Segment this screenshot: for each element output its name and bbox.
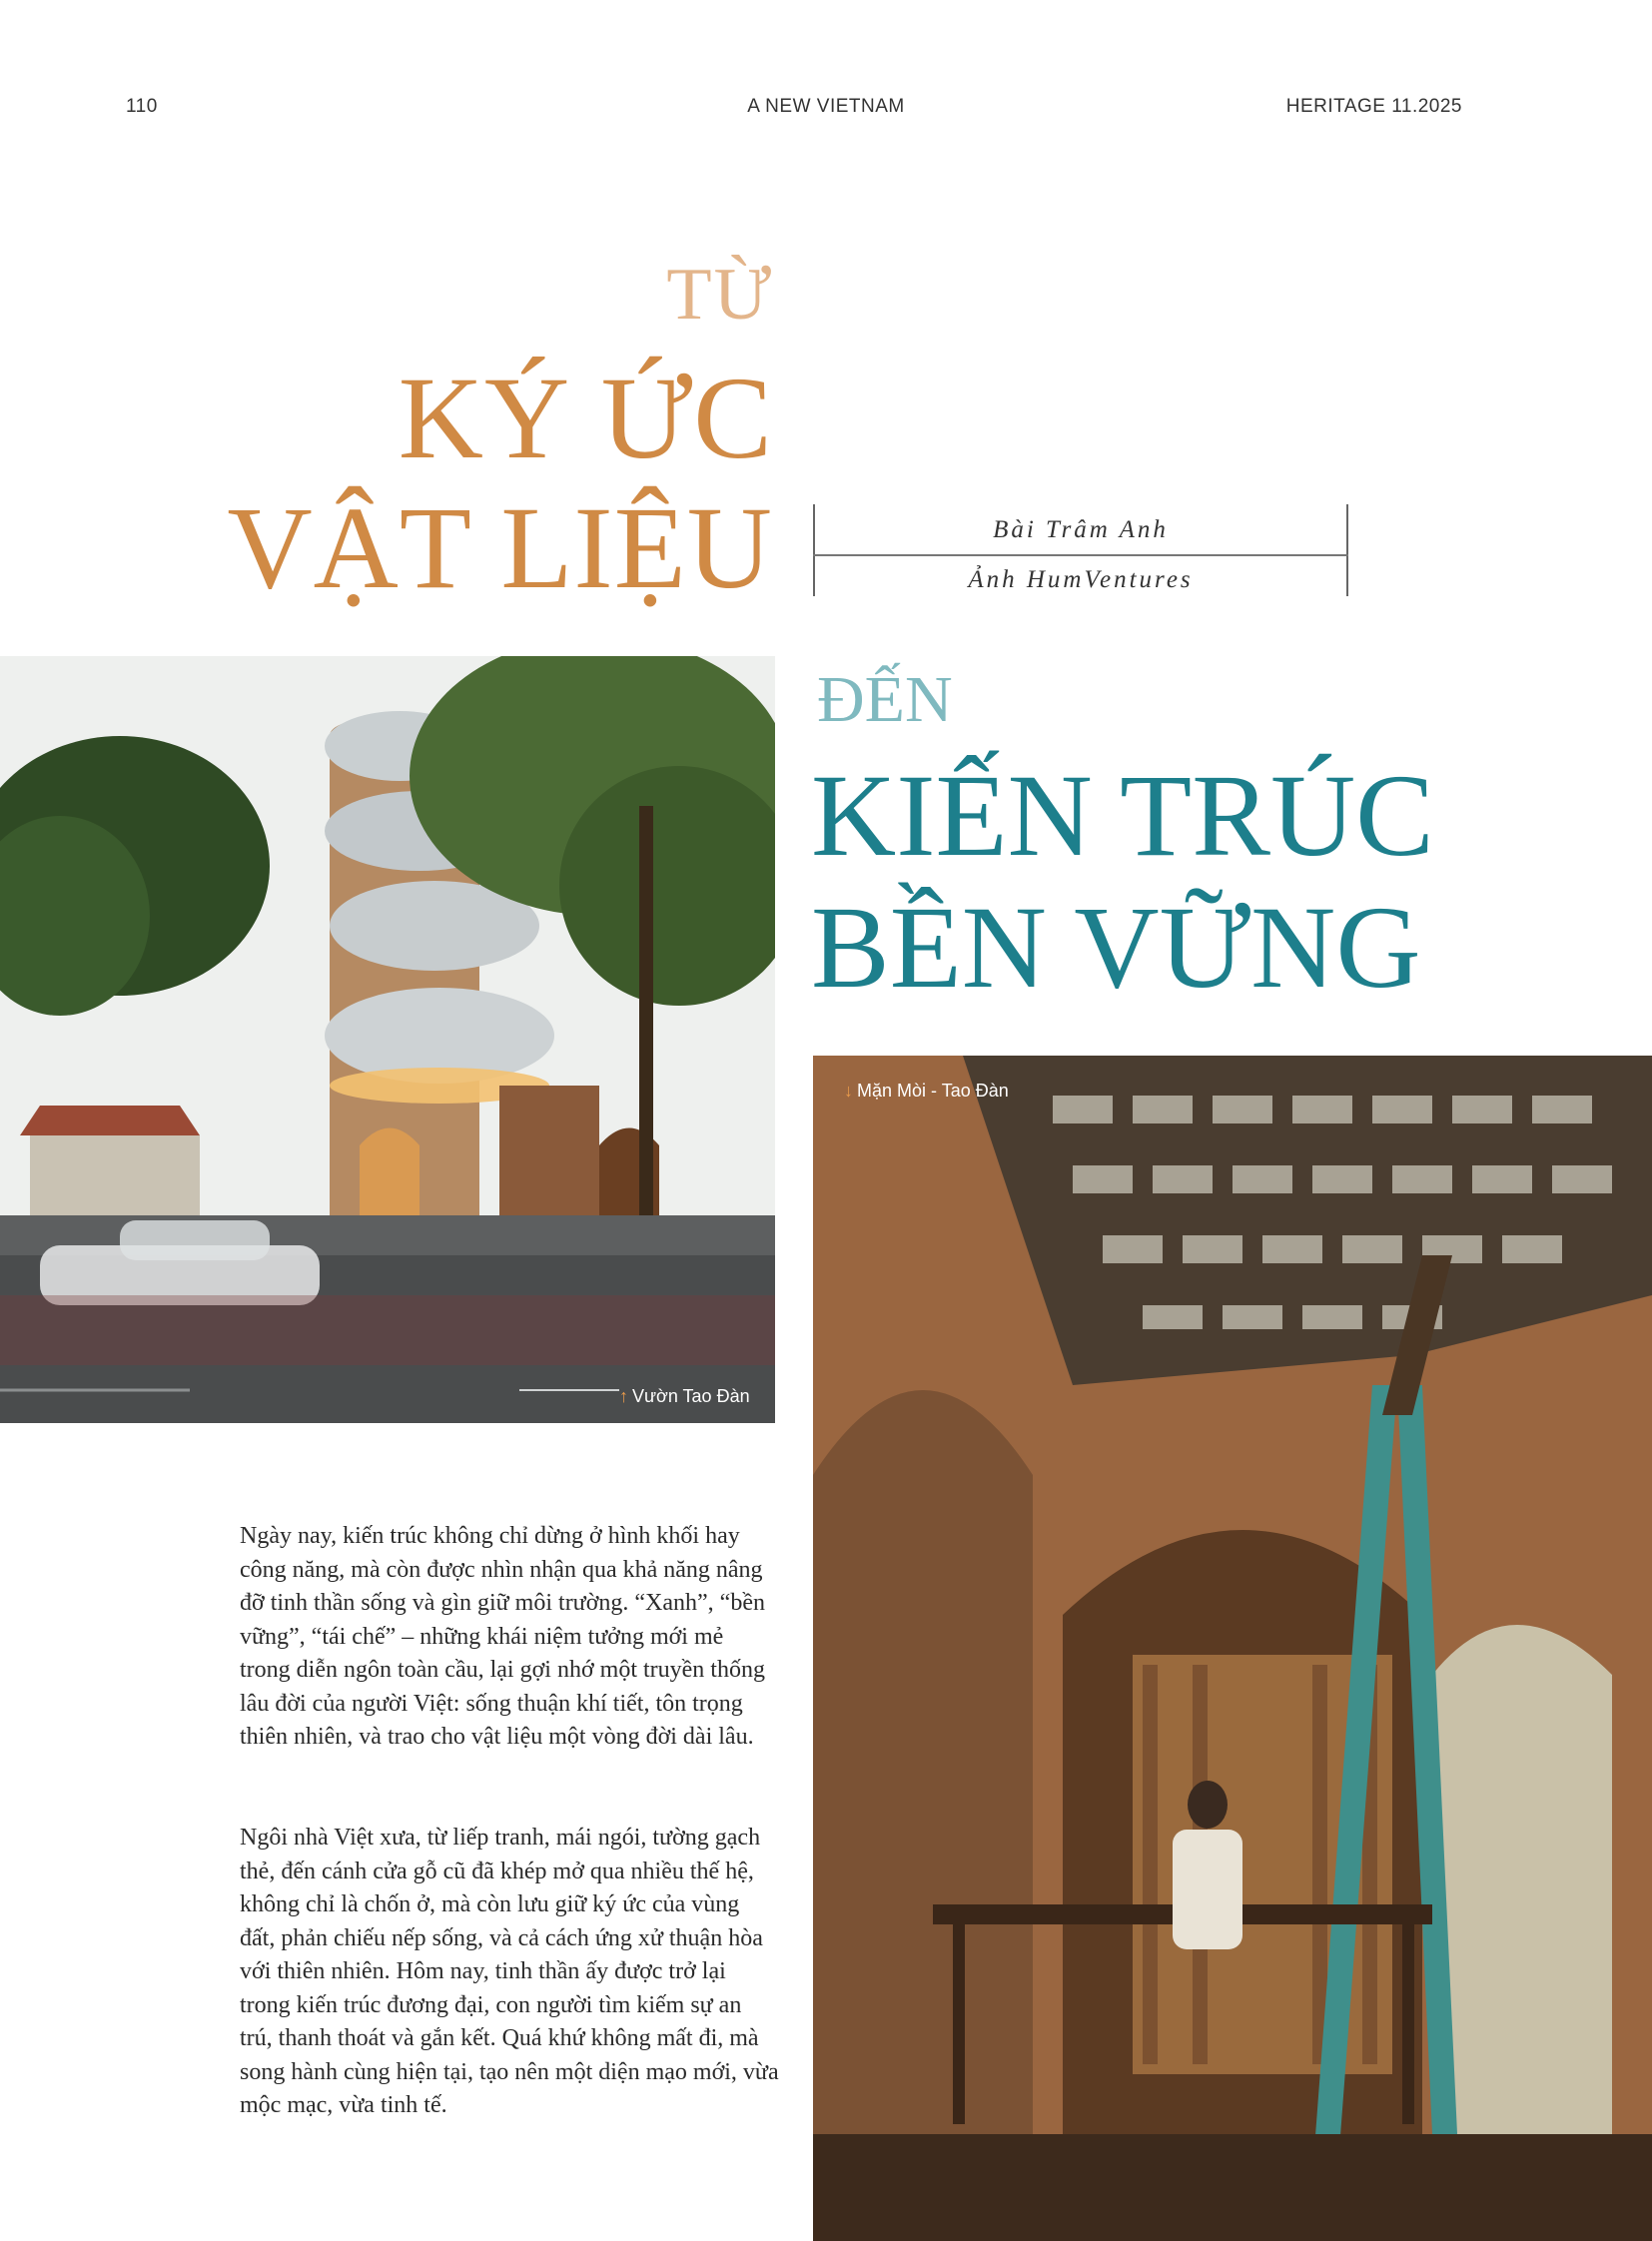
photo-man-moi-tao-dan (813, 1056, 1652, 2241)
caption-man-moi (844, 1081, 1009, 1102)
magazine-name: A NEW VIETNAM (747, 96, 905, 117)
body-paragraph-1: Ngày nay, kiến trúc không chỉ dừng ở hình khối hay công năng, mà còn được nhìn nhận qua khả năng nâng đỡ tinh thần sống và gìn giữ môi trường. “Xanh”, “bền vững”, “tái chế” – những khái niệm tưởng mới mẻ trong diễn ngôn toàn cầu, lại gợi nhớ một truyền thống lâu đời của người Việt: sống thuận khí tiết, tôn trọng thiên nhiên, và trao cho vật liệu một vòng đời dài lâu. (240, 1523, 765, 1750)
title-line-ky-uc: KÝ ỨC (398, 353, 773, 483)
caption-right-text: Mặn Mòi - Tao Đàn (857, 1081, 1009, 1101)
title-line-vat-lieu: VẬT LIỆU (227, 482, 773, 613)
credits-box (813, 504, 1348, 596)
caption-left-text: Vườn Tao Đàn (632, 1386, 750, 1406)
title-line-ben-vung: BỀN VỮNG (811, 882, 1421, 1013)
author-credit: Bài Trâm Anh (993, 516, 1169, 543)
credits-divider (813, 554, 1348, 556)
page-number: 110 (126, 96, 158, 117)
arrow-up-icon: ↑ (619, 1386, 628, 1406)
photo-vuon-tao-dan (0, 656, 775, 1423)
title-line-den: ĐẾN (817, 663, 953, 736)
arrow-down-icon: ↓ (844, 1081, 853, 1101)
caption-vuon-tao-dan (619, 1386, 750, 1407)
title-line-kien-truc: KIẾN TRÚC (811, 750, 1434, 881)
photo-credit: Ảnh HumVentures (968, 566, 1194, 593)
photo-vuon-tao-dan-illustration (0, 656, 775, 1423)
photo-man-moi-illustration (813, 1056, 1652, 2241)
issue-label: HERITAGE 11.2025 (1285, 96, 1462, 117)
title-line-tu: TỪ (666, 254, 773, 336)
body-paragraph-2: Ngôi nhà Việt xưa, từ liếp tranh, mái ngói, tường gạch thẻ, đến cánh cửa gỗ cũ đã khép mở qua nhiều thế hệ, không chỉ là chốn ở, mà còn lưu giữ ký ức của vùng đất, phản chiếu nếp sống, và cả cách ứng xử thuận hòa với thiên nhiên. Hôm nay, tinh thần ấy được trở lại trong kiến trúc đương đại, con người tìm kiếm sự an trú, thanh thoát và gắn kết. Quá khứ không mất đi, mà song hành cùng hiện tại, tạo nên một diện mạo mới, vừa mộc mạc, vừa tinh tế. (240, 1825, 779, 2118)
